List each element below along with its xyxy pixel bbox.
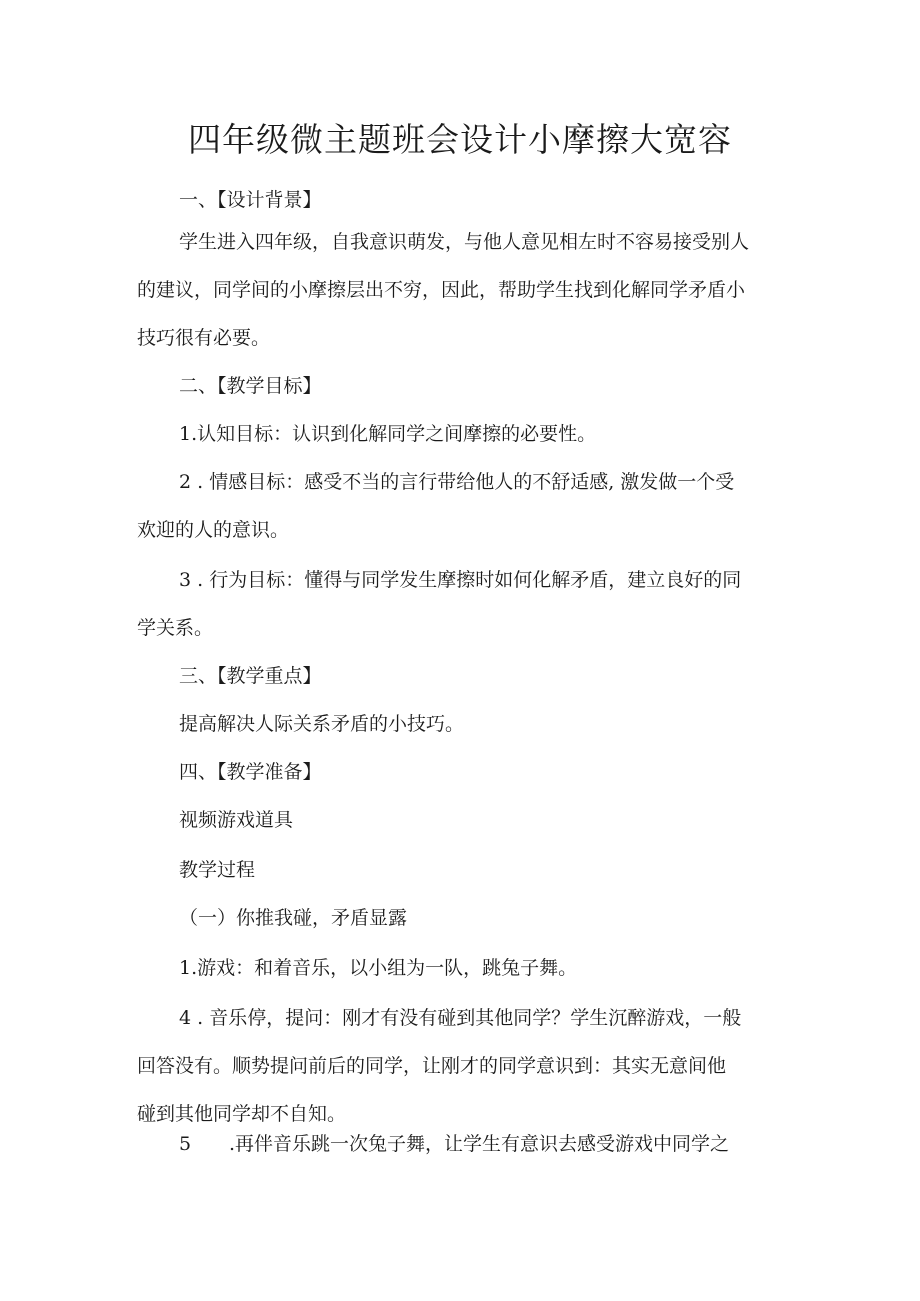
section-heading-background: 一、【设计背景】 — [179, 189, 322, 211]
item-text: .再伴音乐跳一次兔子舞，让学生有意识去感受游戏中同学之 — [229, 1133, 730, 1155]
preparation-body: 视频游戏道具 — [179, 809, 294, 831]
document-title: 四年级微主题班会设计小摩擦大宽容 — [188, 120, 732, 159]
section-heading-preparation: 四、【教学准备】 — [179, 761, 322, 783]
item-number: 5 — [179, 1133, 192, 1155]
goal-behavioral: 3 . 行为目标：懂得与同学发生摩擦时如何化解矛盾，建立良好的同 学关系。 — [137, 569, 742, 639]
section-heading-goals: 二、【教学目标】 — [179, 375, 322, 397]
goal-cognitive: 1.认知目标：认识到化解同学之间摩擦的必要性。 — [179, 423, 597, 445]
key-points-body: 提高解决人际关系矛盾的小技巧。 — [179, 713, 465, 735]
goal-emotional: 2 . 情感目标：感受不当的言行带给他人的不舒适感, 激发做一个受 欢迎的人的意识。 — [137, 471, 735, 541]
step-one-heading: （一）你推我碰，矛盾显露 — [179, 907, 408, 929]
step-item-4: 4 . 音乐停，提问：刚才有没有碰到其他同学？学生沉醉游戏，一般 回答没有。顺势提问前后的同学，让刚才的同学意识到：其实无意间他 碰到其他同学却不自知。 — [137, 1007, 742, 1125]
step-item-1: 1.游戏：和着音乐，以小组为一队，跳兔子舞。 — [179, 957, 578, 979]
step-item-5 — [137, 1120, 787, 1168]
teaching-process-heading: 教学过程 — [179, 859, 256, 881]
section-heading-key-points: 三、【教学重点】 — [179, 665, 322, 687]
background-paragraph: 学生进入四年级，自我意识萌发，与他人意见相左时不容易接受别人 的建议，同学间的小摩擦层出不穷，因此，帮助学生找到化解同学矛盾小 技巧很有必要。 — [137, 231, 750, 349]
